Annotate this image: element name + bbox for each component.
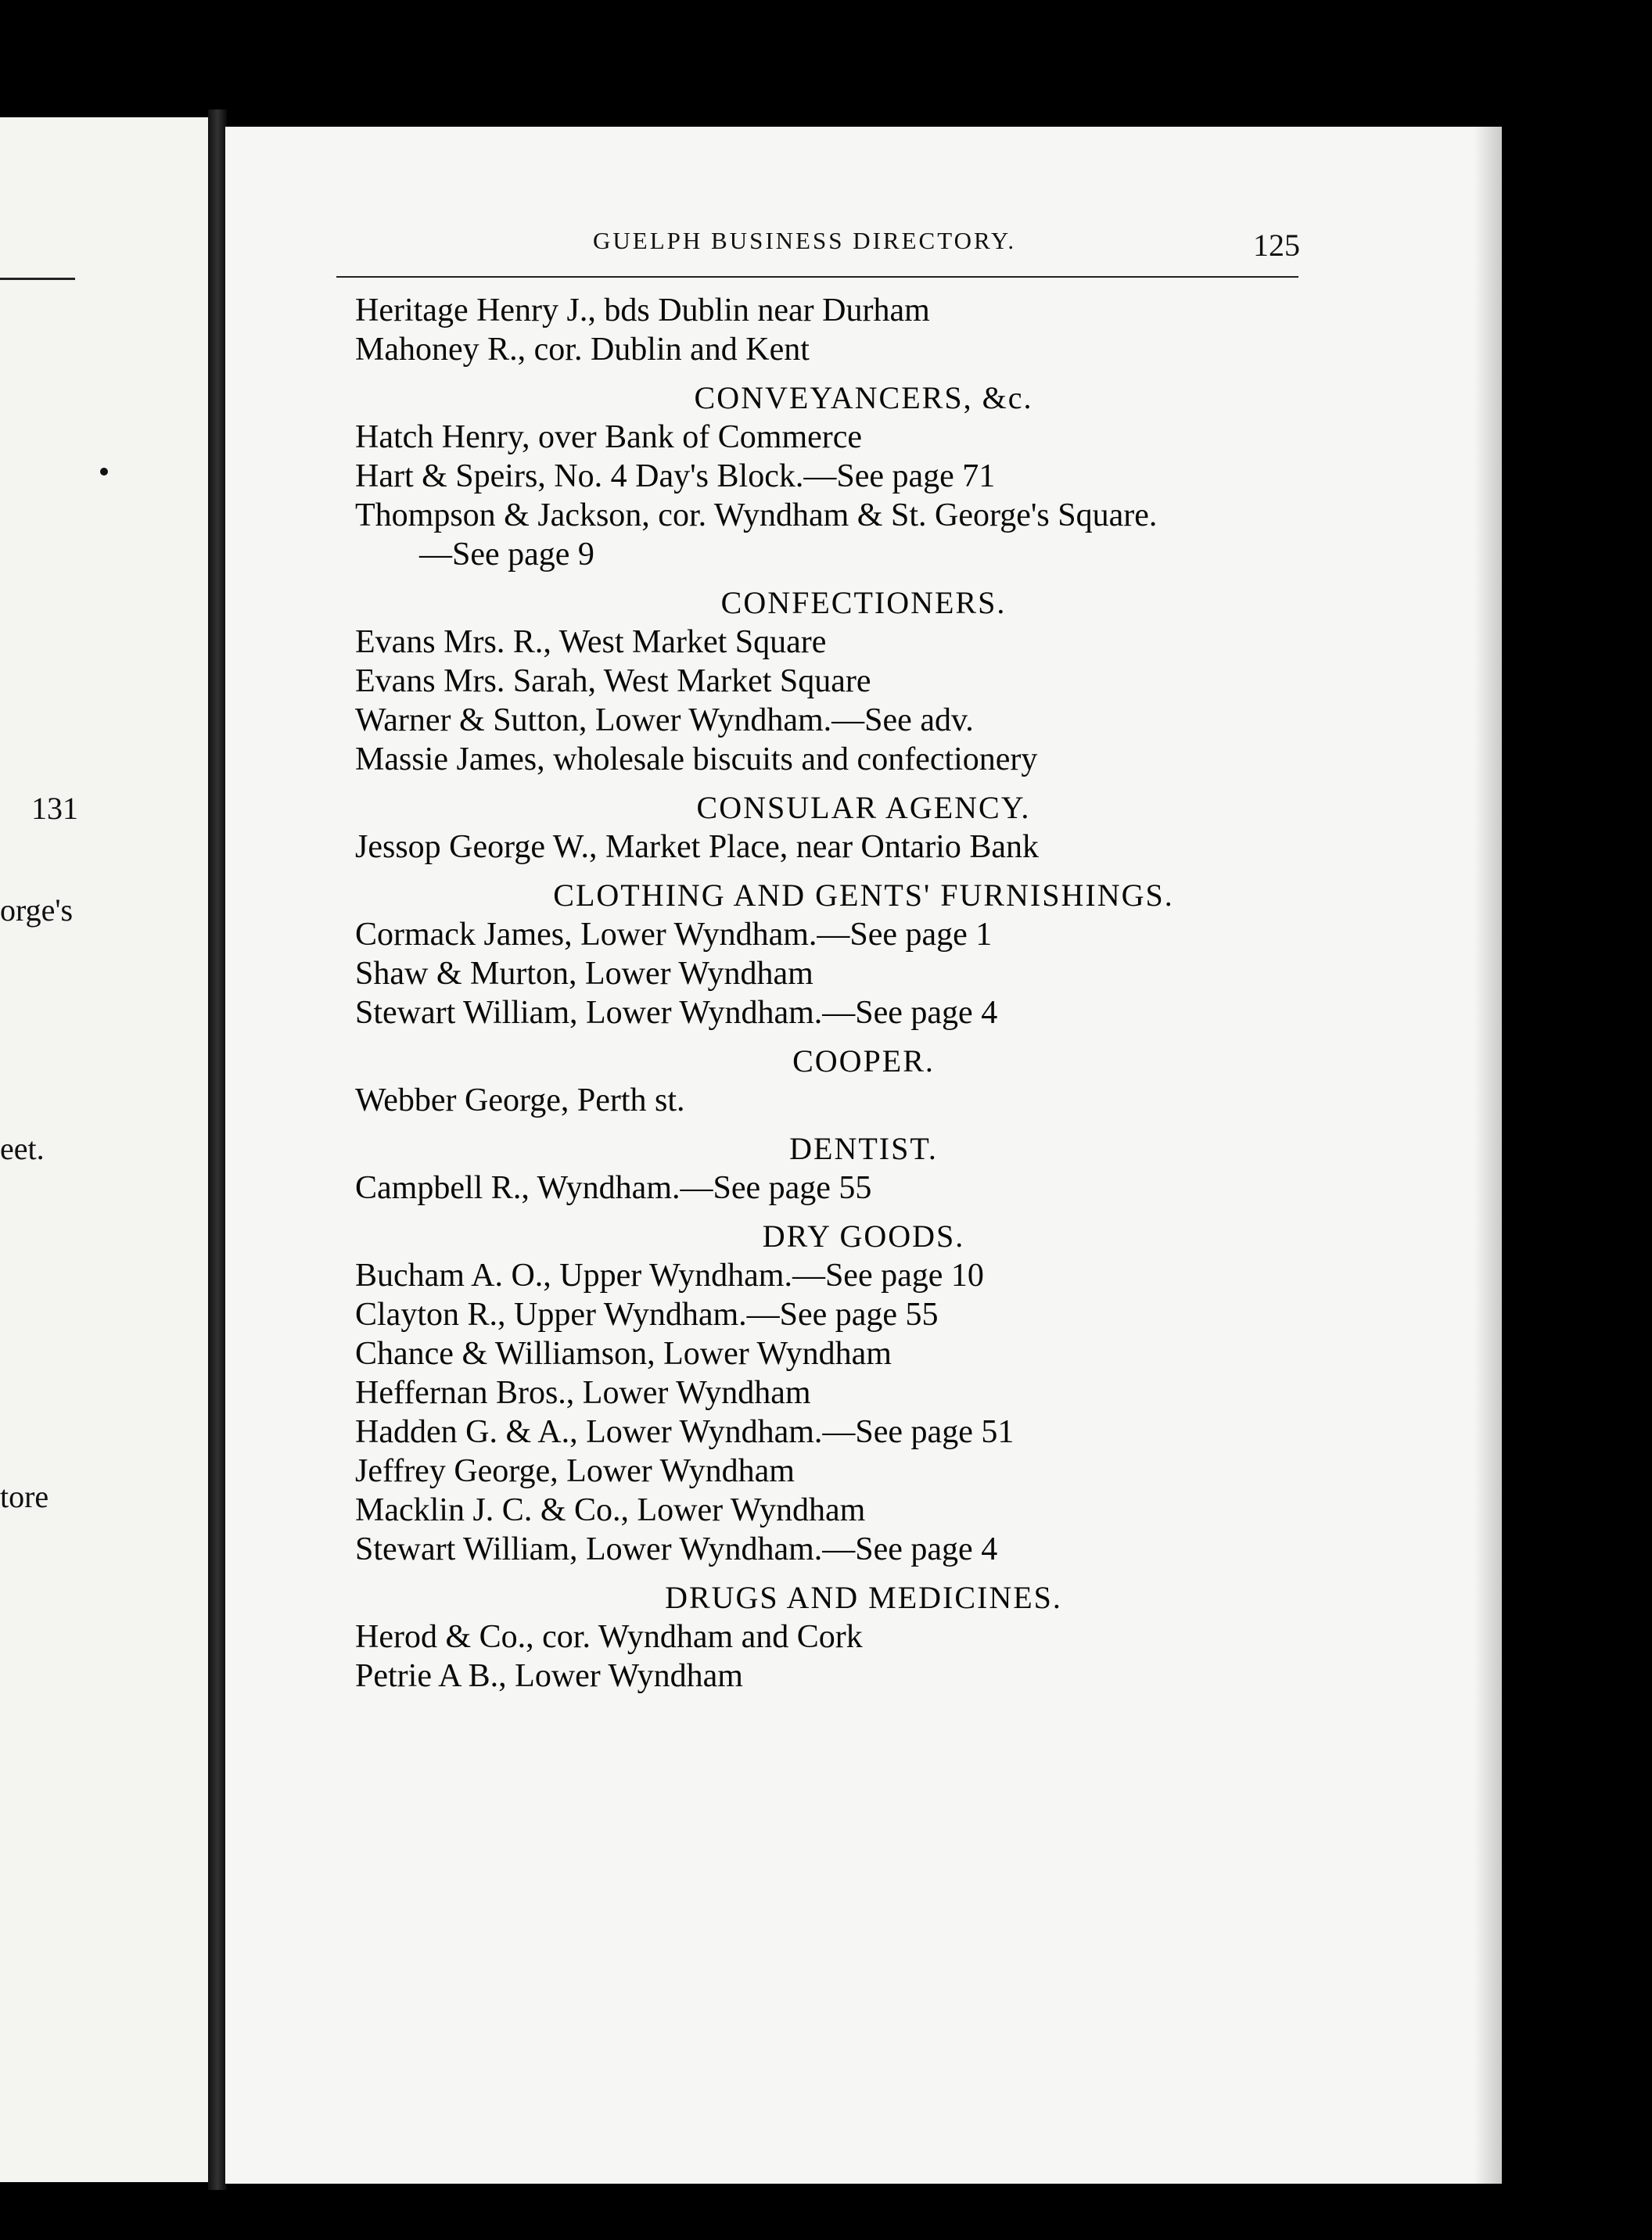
listing-entry: Massie James, wholesale biscuits and confectionery bbox=[355, 741, 1038, 777]
listing-entry: Jessop George W., Market Place, near Ontario Bank bbox=[355, 829, 1040, 865]
section-heading: CONVEYANCERS, &c. bbox=[694, 380, 1033, 415]
listing-entry: Stewart William, Lower Wyndham.—See page 4 bbox=[355, 995, 998, 1031]
listing-entry: Hadden G. & A., Lower Wyndham.—See page 51 bbox=[355, 1414, 1015, 1450]
listing-entry: Hatch Henry, over Bank of Commerce bbox=[355, 419, 863, 455]
section-heading: CONSULAR AGENCY. bbox=[696, 790, 1031, 825]
listing-entry: Evans Mrs. R., West Market Square bbox=[355, 624, 827, 660]
section-heading: COOPER. bbox=[792, 1043, 935, 1079]
listing-entry: Petrie A B., Lower Wyndham bbox=[355, 1658, 743, 1694]
section-heading: DENTIST. bbox=[789, 1131, 938, 1166]
directory-listing bbox=[225, 291, 1502, 1696]
left-fragment-3: eet. bbox=[0, 1131, 45, 1166]
book-gutter bbox=[208, 109, 227, 2190]
listing-entry: Clayton R., Upper Wyndham.—See page 55 bbox=[355, 1297, 939, 1333]
directory-page bbox=[225, 127, 1502, 2184]
page-number: 125 bbox=[1253, 228, 1300, 263]
left-fragment-4: tore bbox=[0, 1479, 49, 1514]
left-fragment-1: 131 bbox=[31, 791, 78, 826]
listing-entry-continuation: —See page 9 bbox=[419, 537, 594, 573]
listing-entry: Webber George, Perth st. bbox=[355, 1082, 685, 1118]
listing-entry: Shaw & Murton, Lower Wyndham bbox=[355, 956, 813, 992]
section-heading: DRY GOODS. bbox=[762, 1219, 965, 1254]
left-page-rule bbox=[0, 278, 75, 280]
listing-entry: Macklin J. C. & Co., Lower Wyndham bbox=[355, 1492, 866, 1528]
listing-entry: Cormack James, Lower Wyndham.—See page 1 bbox=[355, 917, 993, 953]
section-heading: CONFECTIONERS. bbox=[720, 585, 1007, 620]
running-head: GUELPH BUSINESS DIRECTORY. bbox=[593, 227, 1017, 254]
listing-entry: Chance & Williamson, Lower Wyndham bbox=[355, 1336, 892, 1372]
listing-entry: Herod & Co., cor. Wyndham and Cork bbox=[355, 1619, 863, 1655]
listing-entry: Warner & Sutton, Lower Wyndham.—See adv. bbox=[355, 702, 974, 738]
listing-entry: Jeffrey George, Lower Wyndham bbox=[355, 1453, 795, 1489]
ink-speck bbox=[100, 468, 108, 476]
listing-entry: Stewart William, Lower Wyndham.—See page 4 bbox=[355, 1531, 998, 1567]
previous-page-fragment bbox=[0, 117, 208, 2182]
left-fragment-2: orge's bbox=[0, 892, 74, 928]
listing-entry: Thompson & Jackson, cor. Wyndham & St. George's Square. bbox=[355, 497, 1158, 533]
listing-entry: Hart & Speirs, No. 4 Day's Block.—See page 71 bbox=[355, 458, 996, 494]
listing-entry: Bucham A. O., Upper Wyndham.—See page 10 bbox=[355, 1258, 984, 1294]
section-heading: DRUGS AND MEDICINES. bbox=[665, 1580, 1062, 1615]
section-heading: CLOTHING AND GENTS' FURNISHINGS. bbox=[553, 878, 1174, 913]
listing-entry: Heritage Henry J., bds Dublin near Durham bbox=[355, 293, 930, 328]
header-rule bbox=[336, 276, 1298, 278]
listing-entry: Mahoney R., cor. Dublin and Kent bbox=[355, 332, 810, 368]
listing-entry: Campbell R., Wyndham.—See page 55 bbox=[355, 1170, 872, 1206]
listing-entry: Heffernan Bros., Lower Wyndham bbox=[355, 1375, 811, 1411]
listing-entry: Evans Mrs. Sarah, West Market Square bbox=[355, 663, 871, 699]
